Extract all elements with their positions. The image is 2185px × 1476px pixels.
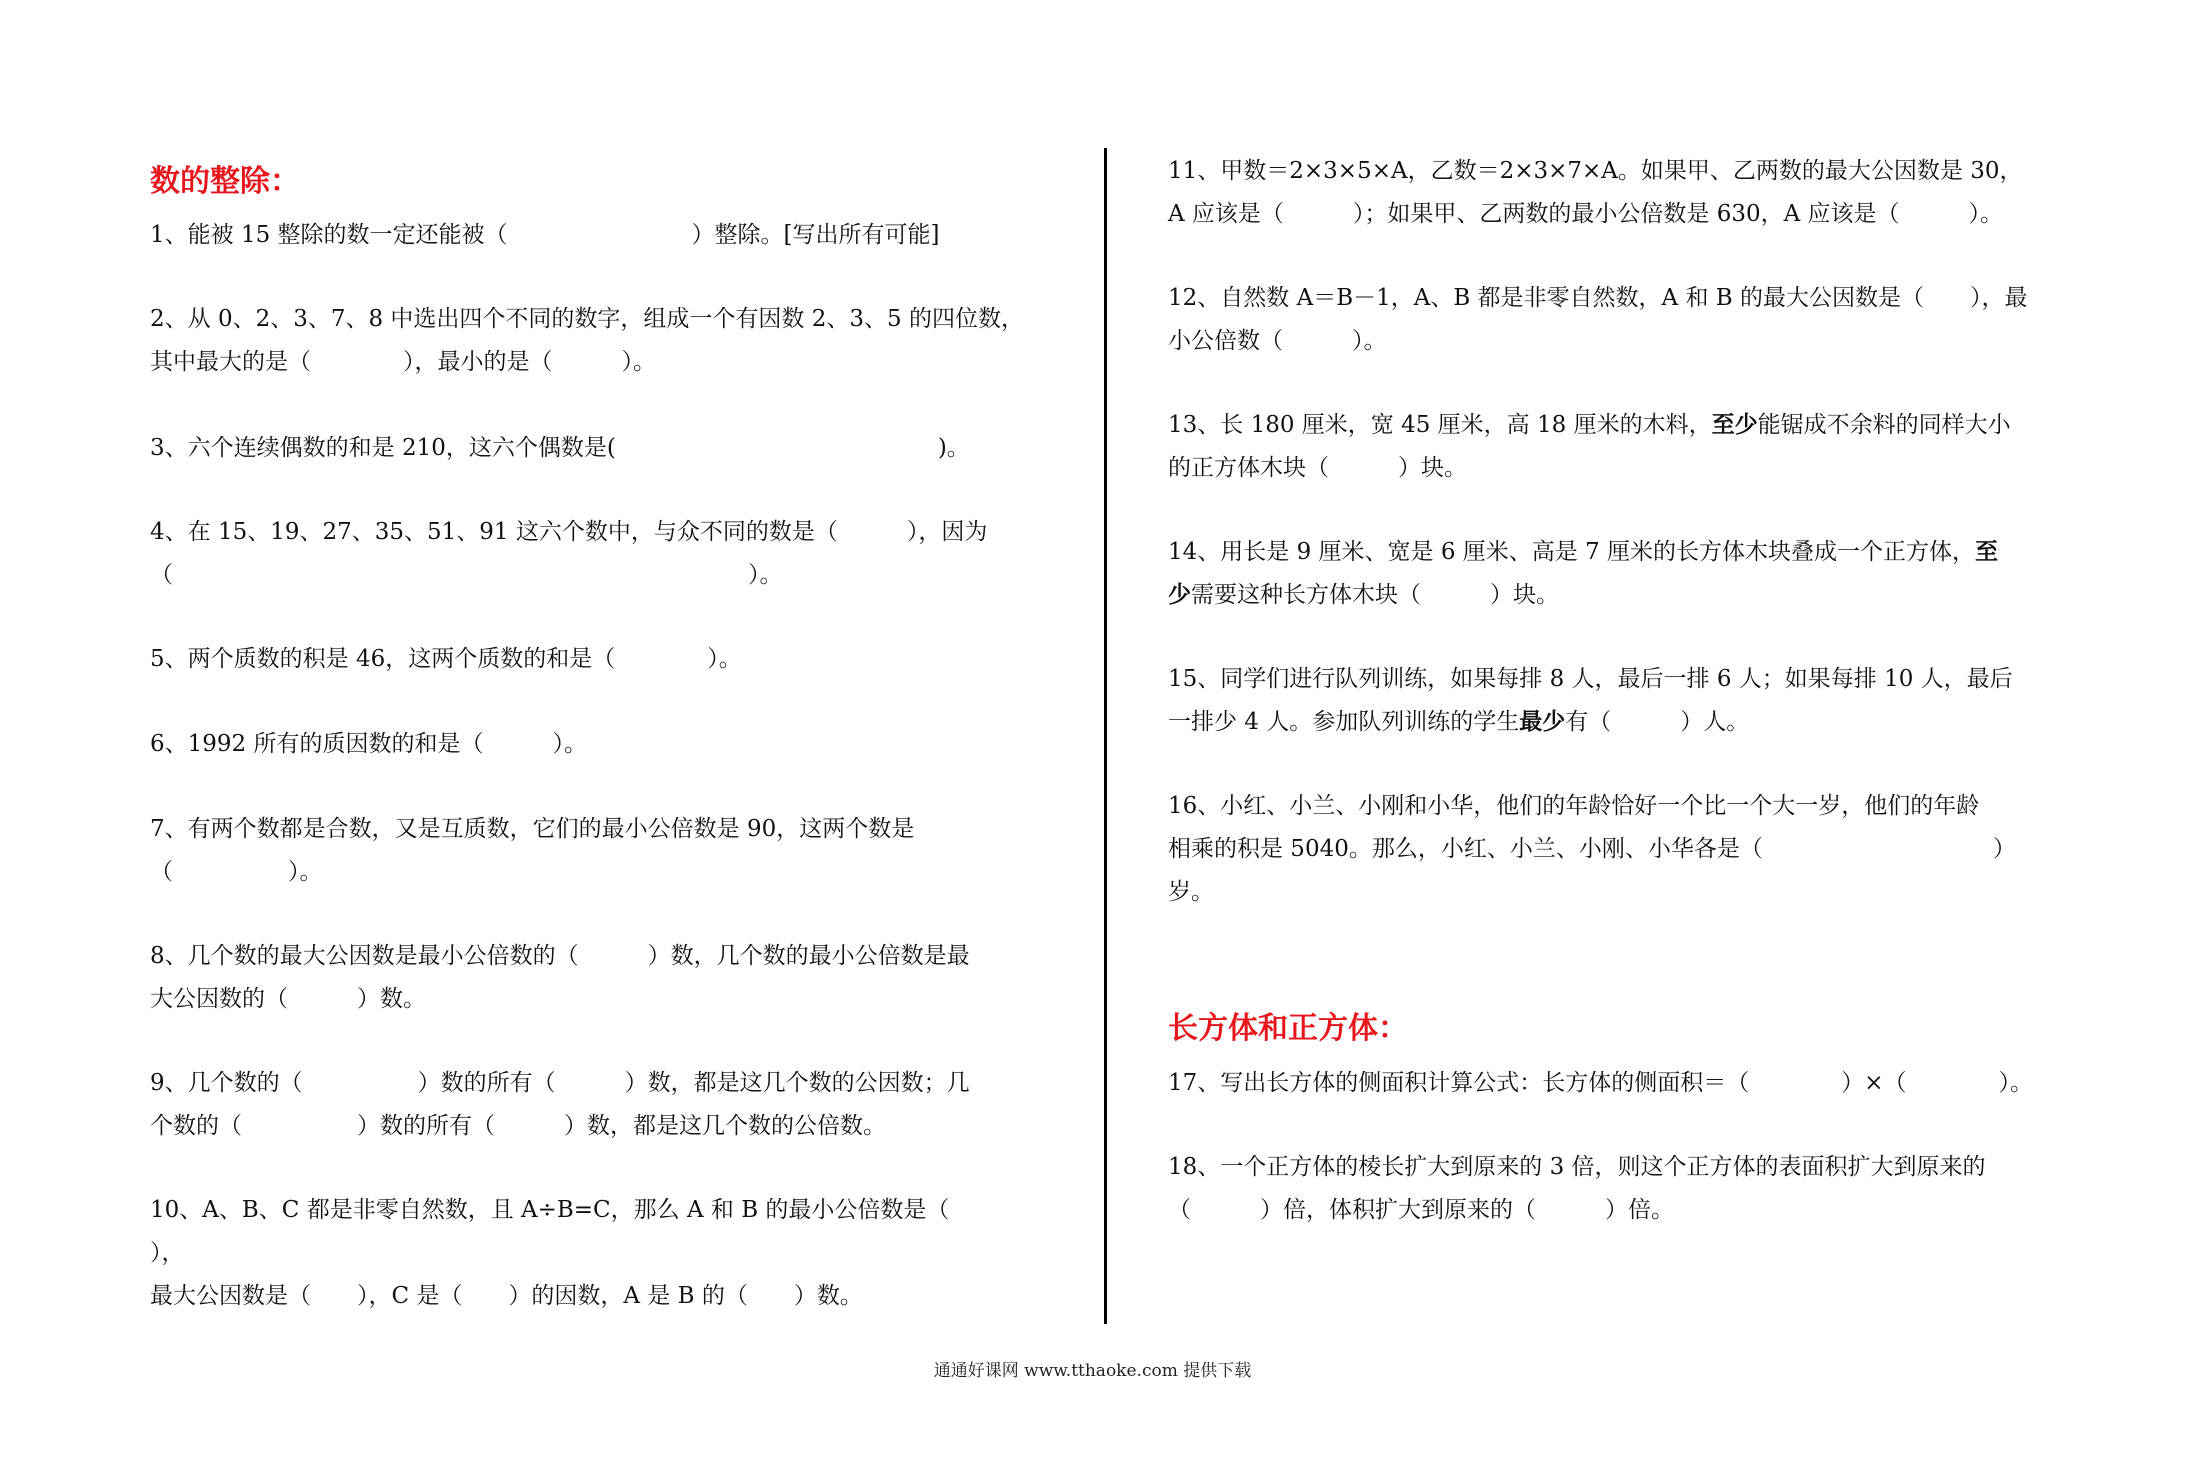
emphasis-at-least-part1: 至 bbox=[1975, 539, 1999, 565]
footer-source: 通通好课网 www.tthaoke.com 提供下载 bbox=[933, 1361, 1252, 1381]
question-7: 7、有两个数都是合数，又是互质数，它们的最小公倍数是 90，这两个数是 （ ）。 bbox=[150, 816, 915, 885]
question-10: 10、A、B、C 都是非零自然数，且 A÷B=C，那么 A 和 B 的最小公倍数是（ ）， 最大公因数是（ ），C 是（ ）的因数，A 是 B 的（ ）数。 bbox=[150, 1197, 1019, 1309]
question-14: 14、用长是 9 厘米、宽是 6 厘米、高是 7 厘米的长方体木块叠成一个正方体，至 少需要这种长方体木块（ ）块。 bbox=[1168, 539, 1999, 608]
question-2: 2、从 0、2、3、7、8 中选出四个不同的数字，组成一个有因数 2、3、5 的四位数， 其中最大的是（ ），最小的是（ ）。 bbox=[150, 306, 1024, 375]
question-4: 4、在 15、19、27、35、51、91 这六个数中，与众不同的数是（ ），因为 （ ）。 bbox=[150, 519, 988, 588]
question-12: 12、自然数 A＝B－1，A、B 都是非零自然数，A 和 B 的最大公因数是（ ），最 小公倍数（ ）。 bbox=[1168, 285, 2028, 354]
question-3: 3、六个连续偶数的和是 210，这六个偶数是( )。 bbox=[150, 435, 970, 461]
column-divider bbox=[1104, 148, 1107, 1324]
question-8: 8、几个数的最大公因数是最小公倍数的（ ）数，几个数的最小公倍数是最 大公因数的（ ）数。 bbox=[150, 943, 970, 1012]
emphasis-at-least: 至少 bbox=[1711, 412, 1758, 438]
question-1: 1、能被 15 整除的数一定还能被（ ）整除。[写出所有可能] bbox=[150, 222, 940, 248]
question-13: 13、长 180 厘米，宽 45 厘米，高 18 厘米的木料，至少能锯成不余料的同样大小 的正方体木块（ ）块。 bbox=[1168, 412, 2011, 481]
question-11: 11、甲数＝2×3×5×A，乙数＝2×3×7×A。如果甲、乙两数的最大公因数是 30， A 应该是（ ）；如果甲、乙两数的最小公倍数是 630，A 应该是（ ）。 bbox=[1168, 158, 2023, 227]
question-18: 18、一个正方体的棱长扩大到原来的 3 倍，则这个正方体的表面积扩大到原来的 （ ）倍，体积扩大到原来的（ ）倍。 bbox=[1168, 1154, 1986, 1223]
section-title-divisibility: 数的整除： bbox=[150, 164, 300, 199]
question-15: 15、同学们进行队列训练，如果每排 8 人，最后一排 6 人；如果每排 10 人，最后 一排少 4 人。参加队列训练的学生最少有（ ）人。 bbox=[1168, 666, 2013, 735]
emphasis-minimum: 最少 bbox=[1519, 709, 1566, 735]
question-16: 16、小红、小兰、小刚和小华，他们的年龄恰好一个比一个大一岁，他们的年龄 相乘的积是 5040。那么，小红、小兰、小刚、小华各是（ ） 岁。 bbox=[1168, 793, 2016, 905]
emphasis-at-least-part2: 少 bbox=[1168, 582, 1191, 608]
section-title-cuboid-cube: 长方体和正方体： bbox=[1168, 1011, 1408, 1046]
question-5: 5、两个质数的积是 46，这两个质数的和是（ ）。 bbox=[150, 646, 742, 672]
question-9: 9、几个数的（ ）数的所有（ ）数，都是这几个数的公因数；几 个数的（ ）数的所有（ ）数，都是这几个数的公倍数。 bbox=[150, 1070, 970, 1139]
question-17: 17、写出长方体的侧面积计算公式：长方体的侧面积＝（ ）×（ ）。 bbox=[1168, 1070, 2034, 1096]
question-6: 6、1992 所有的质因数的和是（ ）。 bbox=[150, 731, 587, 757]
